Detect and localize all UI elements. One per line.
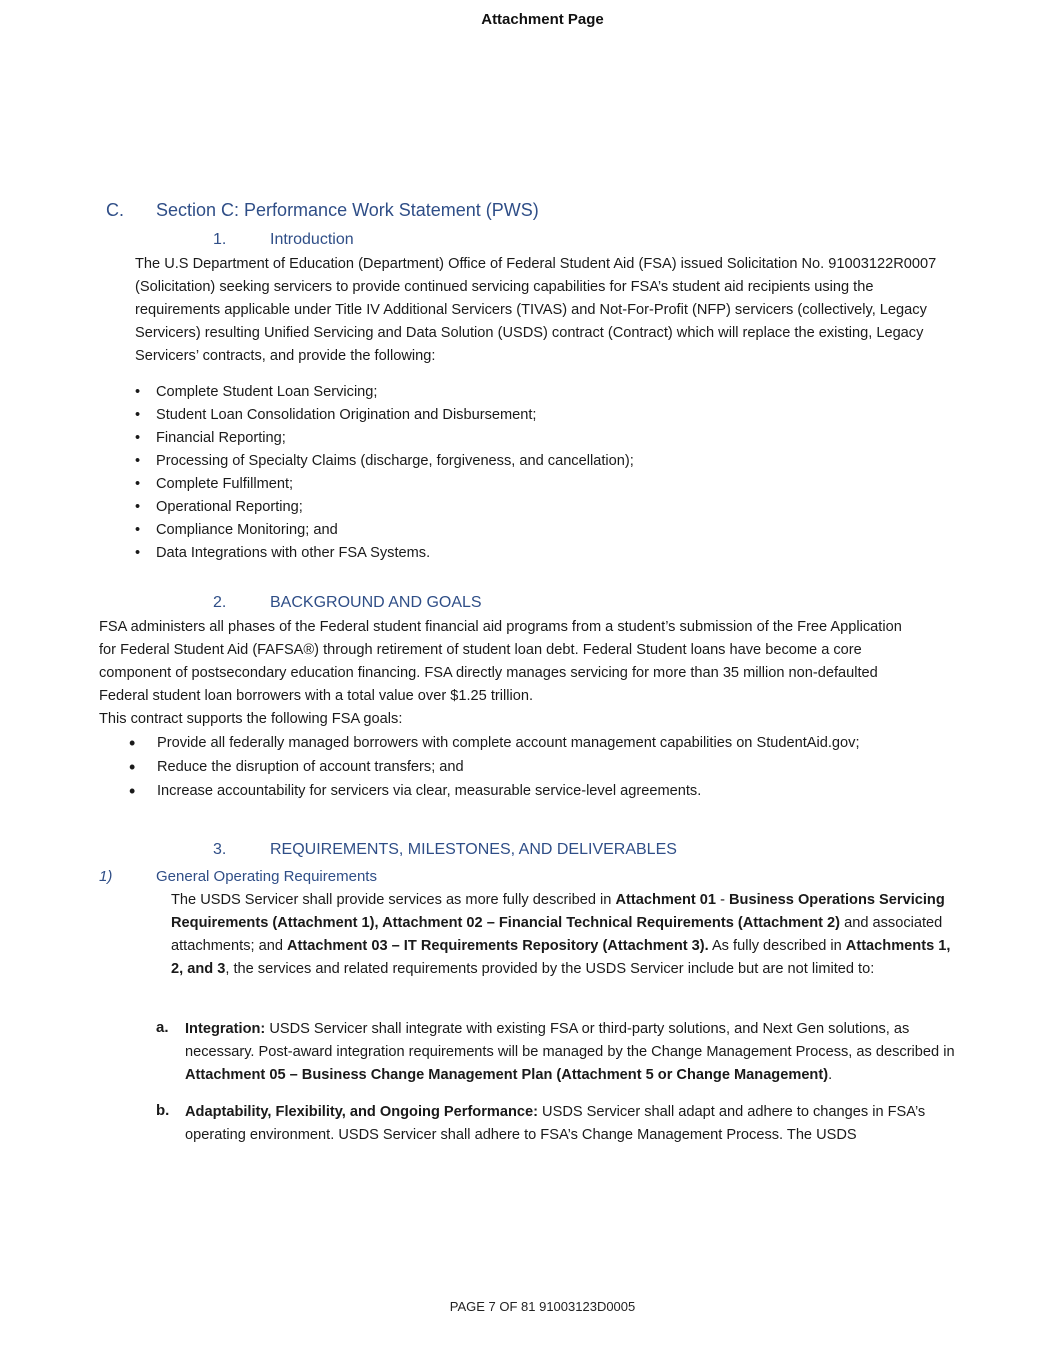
list-item: • Reduce the disruption of account transfers; and bbox=[129, 757, 464, 777]
list-item: • Student Loan Consolidation Origination and Disbursement; bbox=[135, 404, 935, 427]
list-item: • Complete Fulfillment; bbox=[135, 473, 935, 496]
intro-bullet-list bbox=[135, 381, 935, 565]
background-number: 2. bbox=[213, 594, 227, 611]
background-paragraph: FSA administers all phases of the Federal student financial aid programs from a student’s submission of the Free Application for Federal Student Aid (FAFSA®) through retirement of student loan debt. Federal Student loans have become a core component of postsecondary education financing. FSA directly manages servicing for more than 35 million non-defaulted Federal student loan borrowers with a total value over $1.25 trillion. bbox=[99, 619, 902, 704]
background-heading: BACKGROUND AND GOALS bbox=[270, 594, 482, 611]
bullet-icon: • bbox=[129, 757, 136, 777]
subsection-title: General Operating Requirements bbox=[156, 868, 377, 885]
list-item: • Provide all federally managed borrowers with complete account management capabilities on StudentAid.gov; bbox=[129, 733, 860, 753]
bullet-icon: • bbox=[135, 430, 141, 446]
bullet-icon: • bbox=[135, 545, 141, 561]
item-b-paragraph: Adaptability, Flexibility, and Ongoing Performance: USDS Servicer shall adapt and adhere to changes in FSA’s operating environment. USDS Servicer shall adhere to FSA’s Change Management Process. The USDS bbox=[185, 1104, 926, 1143]
requirements-heading: REQUIREMENTS, MILESTONES, AND DELIVERABLES bbox=[270, 841, 677, 858]
goals-intro: This contract supports the following FSA goals: bbox=[99, 711, 403, 727]
intro-heading: Introduction bbox=[270, 231, 354, 248]
list-item: • Data Integrations with other FSA Systems. bbox=[135, 542, 935, 565]
section-title: Section C: Performance Work Statement (PWS) bbox=[156, 200, 539, 220]
bullet-icon: • bbox=[129, 733, 136, 753]
list-item: • Compliance Monitoring; and bbox=[135, 519, 935, 542]
subsection-number: 1) bbox=[99, 868, 113, 885]
intro-paragraph: The U.S Department of Education (Department) Office of Federal Student Aid (FSA) issued Solicitation No. 91003122R0007 (Solicitation) seeking servicers to provide continued servicing capabilities for FSA’s student aid recipients using the requirements applicable under Title IV Additional Servicers (TIVAS) and Not-For-Profit (NFP) servicers (collectively, Legacy Servicers) resulting Unified Servicing and Data Solution (USDS) contract (Contract) which will replace the existing, Legacy Servicers’ contracts, and provide the following: bbox=[135, 256, 937, 364]
list-item: • Operational Reporting; bbox=[135, 496, 935, 519]
section-letter: C. bbox=[106, 200, 124, 220]
requirements-paragraph: The USDS Servicer shall provide services as more fully described in Attachment 01 - Business Operations Servicing Requirements (Attachment 1), Attachment 02 – Financial Technical Requirements (Attachment 2) and associated attachments; and Attachment 03 – IT Requirements Repository (Attachment 3). As fully described in Attachments 1, 2, and 3, the services and related requirements provided by the USDS Servicer include but are not limited to: bbox=[171, 892, 951, 977]
bullet-icon: • bbox=[135, 499, 141, 515]
bullet-icon: • bbox=[135, 384, 141, 400]
requirements-number: 3. bbox=[213, 841, 227, 858]
page-header: Attachment Page bbox=[481, 11, 604, 28]
page-footer: PAGE 7 OF 81 91003123D0005 bbox=[449, 1299, 636, 1314]
bullet-icon: • bbox=[129, 781, 136, 801]
bullet-icon: • bbox=[135, 522, 141, 538]
list-item: • Financial Reporting; bbox=[135, 427, 935, 450]
bullet-icon: • bbox=[135, 407, 141, 423]
item-b-label: b. bbox=[156, 1102, 170, 1119]
bullet-icon: • bbox=[135, 476, 141, 492]
bullet-icon: • bbox=[135, 453, 141, 469]
item-a-label: a. bbox=[156, 1019, 169, 1036]
item-a-paragraph: Integration: USDS Servicer shall integrate with existing FSA or third-party solutions, and Next Gen solutions, as necessary. Post-award integration requirements will be managed by the Change Management Process, as described in Attachment 05 – Business Change Management Plan (Attachment 5 or Change Management). bbox=[185, 1021, 955, 1083]
list-item: • Increase accountability for servicers via clear, measurable service-level agreements. bbox=[129, 781, 702, 801]
list-item: • Processing of Specialty Claims (discharge, forgiveness, and cancellation); bbox=[135, 450, 935, 473]
intro-number: 1. bbox=[213, 231, 227, 248]
list-item: • Complete Student Loan Servicing; bbox=[135, 381, 935, 404]
goals-list bbox=[130, 731, 960, 803]
